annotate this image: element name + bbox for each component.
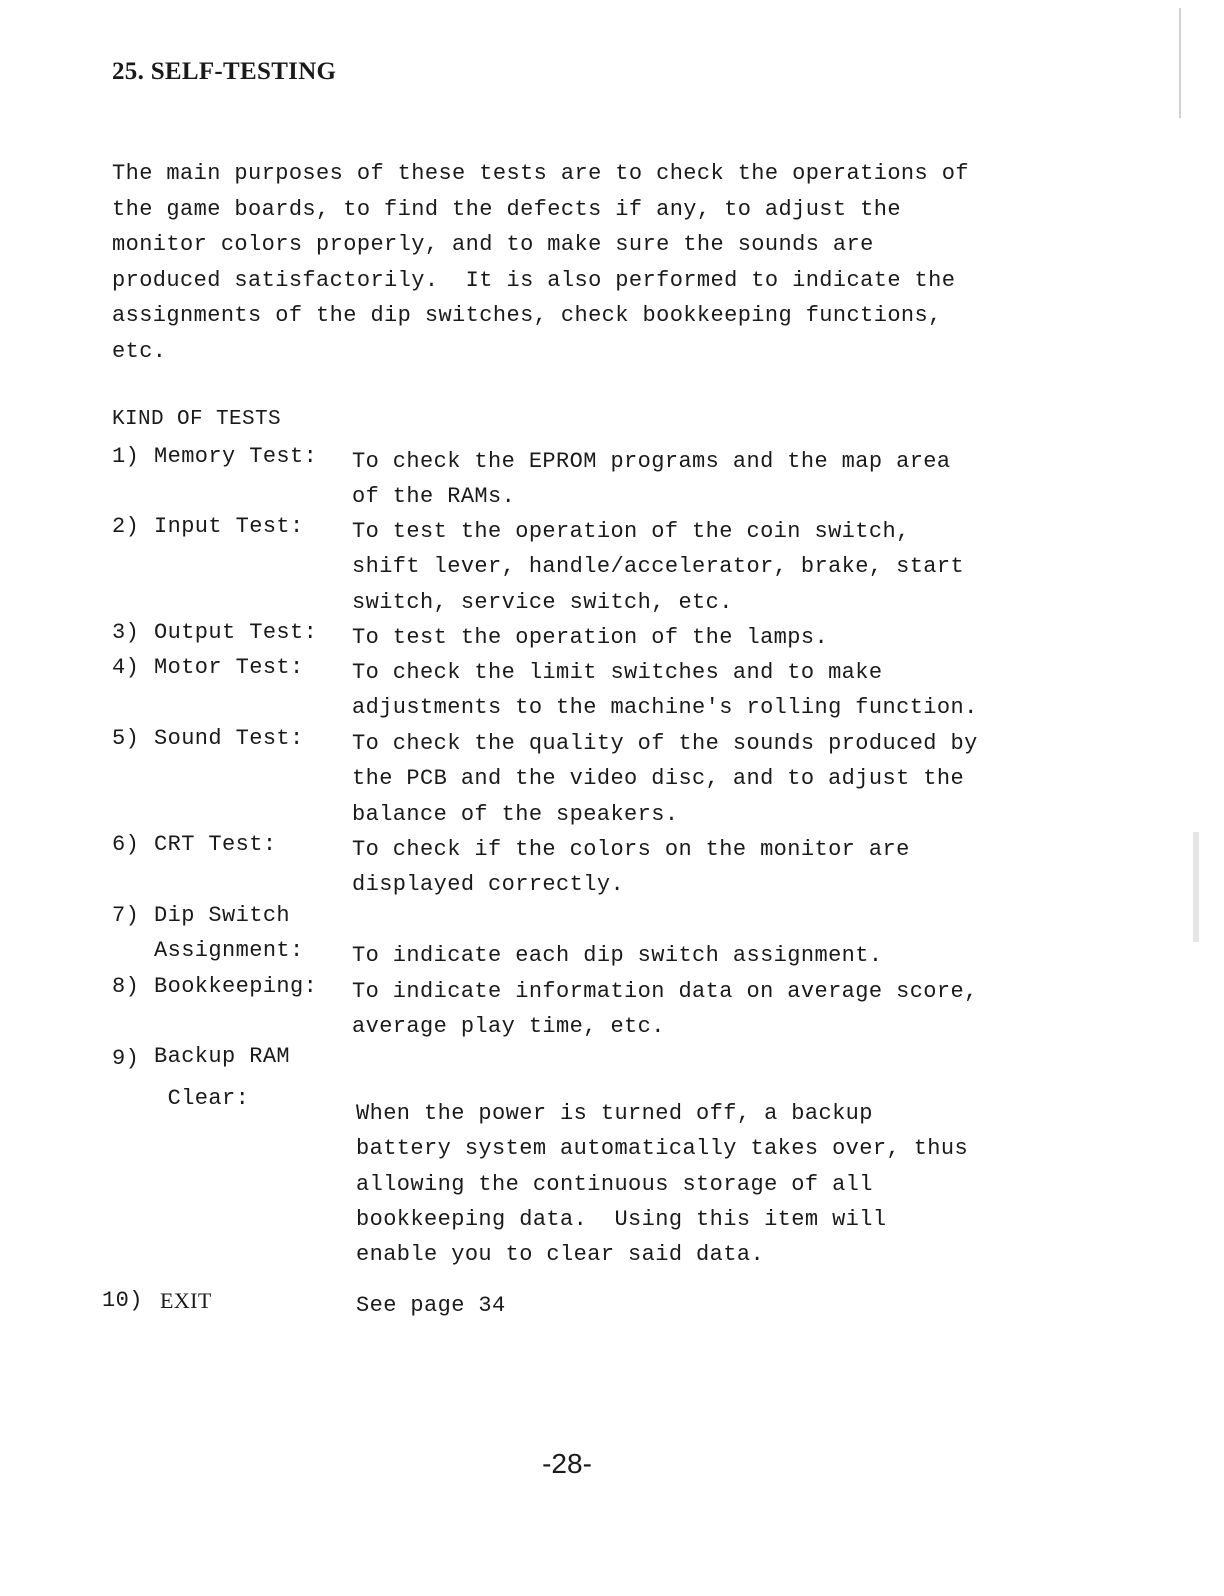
test-name: Output Test:: [154, 620, 318, 645]
test-name: Bookkeeping:: [154, 974, 318, 999]
test-number: 7): [112, 903, 140, 928]
test-number: 9): [112, 1046, 140, 1071]
test-name: EXIT: [160, 1288, 212, 1313]
page-number: -28-: [542, 1448, 592, 1479]
test-number: 10): [102, 1288, 143, 1313]
scan-artifact: [1193, 832, 1199, 942]
section-heading: 25. SELF-TESTING: [112, 58, 337, 85]
test-name: CRT Test:: [154, 832, 277, 857]
test-description: To check if the colors on the monitor are displayed correctly.: [352, 837, 910, 898]
intro-line: assignments of the dip switches, check bookkeeping functions,: [112, 303, 942, 328]
test-number: 6): [112, 832, 140, 857]
intro-line: The main purposes of these tests are to check the operations of: [112, 161, 969, 186]
intro-line: monitor colors properly, and to make sure the sounds are: [112, 232, 874, 257]
test-description: See page 34: [356, 1293, 506, 1318]
test-name: Input Test:: [154, 514, 304, 539]
test-name: Sound Test:: [154, 726, 304, 751]
intro-paragraph: [112, 156, 1032, 369]
test-number: 4): [112, 655, 140, 680]
test-name: Motor Test:: [154, 655, 304, 680]
test-number: 3): [112, 620, 140, 645]
test-name: Backup RAM Clear:: [154, 1044, 291, 1111]
test-name: Memory Test:: [154, 444, 318, 469]
test-number: 1): [112, 444, 140, 469]
intro-line: etc.: [112, 338, 167, 364]
test-description: To check the EPROM programs and the map area of the RAMs.: [352, 449, 951, 510]
intro-line: produced satisfactorily. It is also performed to indicate the: [112, 267, 956, 293]
test-description: To check the limit switches and to make adjustments to the machine's rolling function.: [352, 660, 978, 721]
test-description: To indicate information data on average score, average play time, etc.: [352, 979, 978, 1040]
test-description: To check the quality of the sounds produced by the PCB and the video disc, and to adjust the balance of the speakers.: [352, 731, 978, 827]
test-description: To test the operation of the coin switch, shift lever, handle/accelerator, brake, start switch, service switch, etc.: [352, 519, 965, 615]
test-name: Dip Switch Assignment:: [154, 903, 304, 964]
intro-line: the game boards, to find the defects if any, to adjust the: [112, 196, 901, 222]
test-number: 5): [112, 726, 140, 751]
scan-artifact: [1179, 8, 1181, 118]
test-description: To test the operation of the lamps.: [352, 625, 829, 650]
test-description: When the power is turned off, a backup battery system automatically takes over, thus allowing the continuous storage of all bookkeeping data. Using this item will enable you to clear said data.: [356, 1101, 969, 1268]
test-description: To indicate each dip switch assignment.: [352, 943, 883, 968]
tests-heading: KIND OF TESTS: [112, 408, 282, 431]
test-number: 2): [112, 514, 140, 539]
test-number: 8): [112, 974, 140, 999]
